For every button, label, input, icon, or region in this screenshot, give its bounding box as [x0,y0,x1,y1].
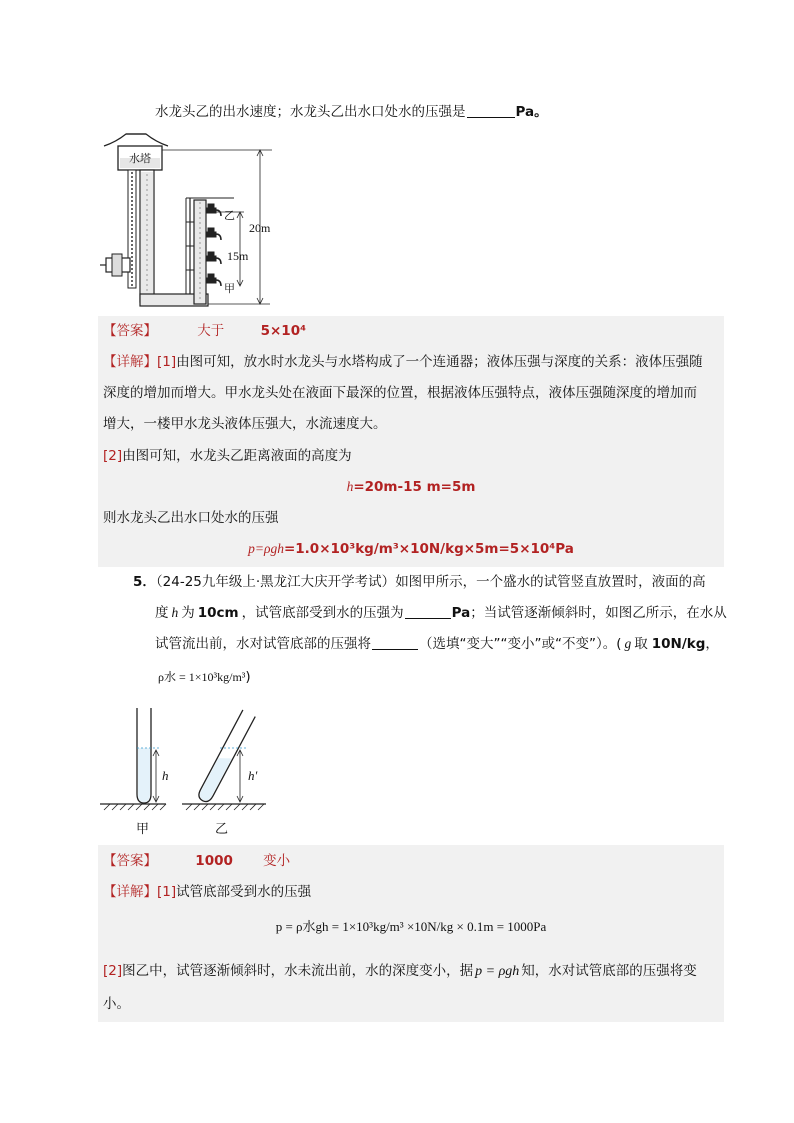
label-jia: 甲 [224,282,235,295]
eq2-rest: =1.0×10³kg/m³×10N/kg×5m=5×10⁴Pa [283,541,574,557]
eq1-var: h [346,479,354,494]
q5-text: ，试管底部受到水的压强为 [241,605,404,621]
blank-2[interactable] [372,635,418,650]
label-jia: 甲 [136,822,150,837]
detail-text: 试管底部受到水的压强 [176,884,312,900]
a4-answer-line [103,321,306,341]
q5-line-1 [133,572,706,592]
q5-text: 试管流出前，水对试管底部的压强将 [155,636,371,652]
a5-answer-2: 变小 [263,853,291,869]
detail-label: 【详解】 [103,354,157,370]
blank-1[interactable] [405,604,451,619]
q5-text: ， [705,636,719,652]
eq-pressure: p = ρ水gh = 1×10³kg/m³ ×10N/kg × 0.1m = 1000Pa [275,919,547,934]
q5-line-4 [158,667,251,687]
q5-line-2 [155,603,727,623]
a5-answer-line [103,851,290,871]
a4-detail-2 [103,446,352,466]
label-yi: 乙 [224,209,235,222]
marker-1: [1] [157,884,177,900]
q4-line [155,102,548,122]
q5-text: （选填“变大”“变小”或“不变”）。( [419,636,622,652]
a4-answer-1: 大于 [197,323,225,339]
test-tube-figure [100,706,270,840]
label-15m: 15m [227,249,249,263]
water-tower-figure [100,132,280,310]
label-h: h [162,768,169,783]
a4-detail-line-2: 深度的增加而增大。甲水龙头处在液面下最深的位置，根据液体压强特点，液体压强随深度的增加而 [103,385,697,401]
label-h-prime: h′ [248,768,258,783]
answer-label: 【答案】 [103,853,157,869]
marker-1: [1] [157,354,177,370]
q5-text: ；当试管逐渐倾斜时，如图乙所示，在水从 [470,605,727,621]
q5-line-3 [155,634,719,654]
label-yi: 乙 [215,822,229,837]
detail-2-text: 由图可知，水龙头乙距离液面的高度为 [122,448,352,464]
marker-2: [2] [103,963,123,979]
eq2-lhs: p=ρgh [248,541,284,556]
marker-2: [2] [103,448,123,464]
q5-text: 为 [181,605,195,621]
eq1-rest: =20m-15 m=5m [353,479,476,495]
a4-then-text: 则水龙头乙出水口处水的压强 [103,510,279,526]
var-g: g [624,636,632,651]
a4-detail-line-1 [103,352,703,372]
a5-equation [98,917,724,937]
value-g: 10N/kg [651,636,706,652]
a5-detail-2 [103,961,697,982]
a4-equation-1 [98,477,724,497]
detail-text: 知，水对试管底部的压强将变 [521,963,697,979]
q5-text: 如图甲所示，一个盛水的试管竖直放置时，液面的高 [395,574,706,590]
q4-unit: Pa。 [515,104,548,120]
q5-text: 度 [155,605,169,621]
tower-label: 水塔 [129,152,151,165]
a5-answer-1: 1000 [195,853,233,869]
a4-answer-2: 5×10⁴ [260,323,306,339]
q5-text: ) [245,669,251,685]
q5-number: 5． [133,574,156,590]
formula-p: p = ρgh [475,964,520,979]
density-formula: ρ水 = 1×10³kg/m³ [158,670,246,684]
q5-source: （24-25九年级上·黑龙江大庆开学考试） [155,574,396,590]
q4-text: 水龙头乙的出水速度；水龙头乙出水口处水的压强是 [155,104,466,120]
a4-detail-line-3: 增大，一楼甲水龙头液体压强大，水流速度大。 [103,416,387,432]
a5-detail-1 [103,882,311,902]
value-10cm: 10cm [197,605,239,621]
answer-label: 【答案】 [103,323,157,339]
unit-pa: Pa [451,605,471,621]
label-20m: 20m [249,221,271,235]
a5-detail-2-end: 小。 [103,996,130,1012]
q4-blank[interactable] [467,103,515,118]
detail-label: 【详解】 [103,884,157,900]
var-h: h [171,605,179,620]
a4-equation-2 [98,539,724,559]
detail-text: 由图可知，放水时水龙头与水塔构成了一个连通器；液体压强与深度的关系：液体压强随 [176,354,703,370]
detail-text: 图乙中，试管逐渐倾斜时，水未流出前，水的深度变小，据 [122,963,474,979]
q5-text: 取 [634,636,648,652]
